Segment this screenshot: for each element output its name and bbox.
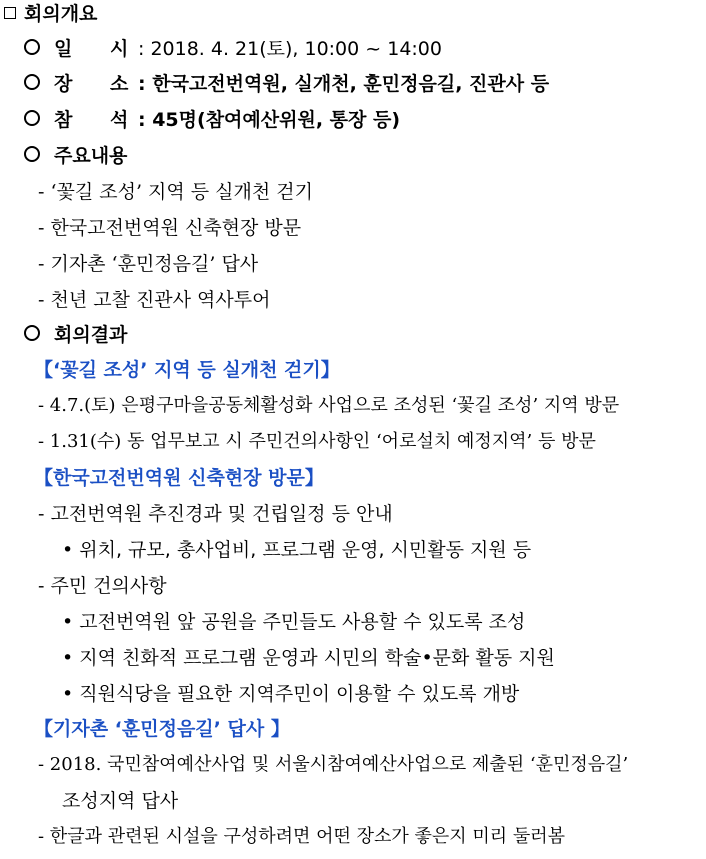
result-item: - 한글과 관련된 시설을 구성하려면 어떤 장소가 좋은지 미리 둘러봄 — [38, 826, 566, 847]
result-item-continuation: 조성지역 답사 — [62, 790, 179, 812]
result-subitem: • 고전번역원 앞 공원을 주민들도 사용할 수 있도록 조성 — [62, 611, 526, 633]
circle-bullet-icon — [24, 325, 40, 341]
overview-datetime: 일 시 : 2018. 4. 21(토), 10:00 ~ 14:00 — [24, 37, 442, 61]
main-content-item: - 기자촌 ‘훈민정음길’ 답사 — [38, 253, 259, 275]
circle-bullet-icon — [24, 74, 40, 90]
subsection-title-flowers: 【‘꽃길 조성’ 지역 등 실개천 걷기】 — [34, 359, 340, 381]
square-bullet-icon — [4, 7, 16, 19]
result-subitem: • 지역 친화적 프로그램 운영과 시민의 학술•문화 활동 지원 — [62, 647, 555, 669]
result-item: - 1.31(수) 동 업무보고 시 주민건의사항인 ‘어로설치 예정지역’ 등 방문 — [38, 431, 596, 452]
result-item: - 4.7.(토) 은평구마을공동체활성화 사업으로 조성된 ‘꽃길 조성’ 지역 방문 — [38, 395, 620, 416]
result-item: - 고전번역원 추진경과 및 건립일정 등 안내 — [38, 503, 393, 525]
main-content-item: - ‘꽃길 조성’ 지역 등 실개천 걷기 — [38, 181, 313, 203]
circle-bullet-icon — [24, 110, 40, 126]
result-item: - 2018. 국민참여예산사업 및 서울시참여예산사업으로 제출된 ‘훈민정음길’ — [38, 754, 629, 775]
main-content-item: - 천년 고찰 진관사 역사투어 — [38, 289, 271, 311]
overview-attendees: 참 석 : 45명(참여예산위원, 통장 등) — [24, 108, 400, 132]
result-subitem: • 직원식당을 필요한 지역주민이 이용할 수 있도록 개방 — [62, 683, 520, 705]
results-heading: 회의결과 — [24, 323, 127, 347]
subsection-title-institute: 【한국고전번역원 신축현장 방문】 — [34, 467, 324, 489]
main-content-heading: 주요내용 — [24, 144, 127, 168]
result-item: - 주민 건의사항 — [38, 575, 167, 597]
main-content-item: - 한국고전번역원 신축현장 방문 — [38, 217, 302, 239]
circle-bullet-icon — [24, 39, 40, 55]
circle-bullet-icon — [24, 146, 40, 162]
result-subitem: • 위치, 규모, 총사업비, 프로그램 운영, 시민활동 지원 등 — [62, 539, 532, 561]
subsection-title-gijachon: 【기자촌 ‘훈민정음길’ 답사 】 — [34, 718, 290, 740]
section-title: 회의개요 — [4, 2, 97, 26]
overview-place: 장 소 : 한국고전번역원, 실개천, 훈민정음길, 진관사 등 — [24, 72, 549, 96]
